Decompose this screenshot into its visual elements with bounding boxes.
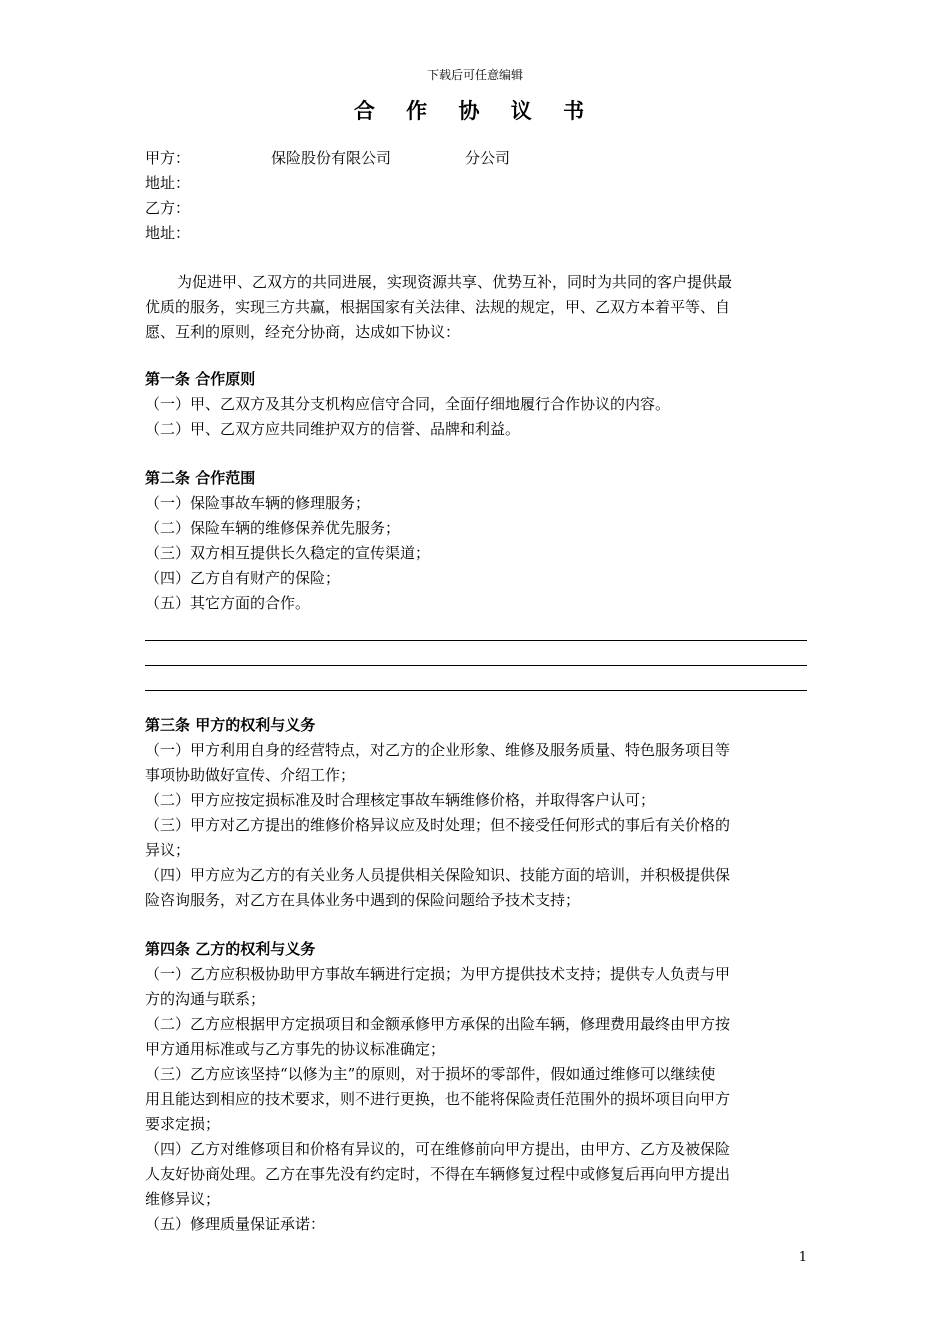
party-a-label: 甲方： (145, 149, 191, 167)
article-2-item: （一）保险事故车辆的修理服务； (145, 494, 371, 512)
article-2-item: （二）保险车辆的维修保养优先服务； (145, 519, 401, 537)
party-a-company: 保险股份有限公司 (271, 149, 392, 167)
article-4-heading: 第四条 乙方的权利与义务 (145, 940, 316, 958)
article-4-line: （五）修理质量保证承诺： (145, 1215, 326, 1233)
article-4-line: 甲方通用标准或与乙方事先的协议标准确定； (145, 1040, 446, 1058)
intro-paragraph (145, 270, 807, 345)
article-2-heading: 第二条 合作范围 (145, 469, 256, 487)
article-4-line: （二）乙方应根据甲方定损项目和金额承修甲方承保的出险车辆，修理费用最终由甲方按 (145, 1015, 731, 1033)
article-1-item: （一）甲、乙双方及其分支机构应信守合同，全面仔细地履行合作协议的内容。 (145, 395, 671, 413)
article-3-line: （二）甲方应按定损标准及时合理核定事故车辆维修价格，并取得客户认可； (145, 791, 656, 809)
article-3-line: 异议； (145, 841, 191, 859)
article-1-item: （二）甲、乙双方应共同维护双方的信誉、品牌和利益。 (145, 420, 521, 438)
article-4-line: （三）乙方应该坚持“以修为主”的原则，对于损坏的零部件，假如通过维修可以继续使 (145, 1065, 716, 1083)
article-3-line: （一）甲方利用自身的经营特点，对乙方的企业形象、维修及服务质量、特色服务项目等 (145, 741, 731, 759)
header-note: 下载后可任意编辑 (426, 68, 523, 82)
intro-line: 愿、互利的原则，经充分协商，达成如下协议： (145, 323, 461, 341)
party-a-branch: 分公司 (465, 149, 511, 167)
blank-rule-line (145, 641, 807, 666)
article-4-line: 用且能达到相应的技术要求，则不进行更换，也不能将保险责任范围外的损坏项目向甲方 (145, 1090, 731, 1108)
article-2-item: （五）其它方面的合作。 (145, 594, 311, 612)
party-a-line (145, 146, 807, 171)
party-a-address: 地址： (145, 174, 191, 192)
article-3-line: （四）甲方应为乙方的有关业务人员提供相关保险知识、技能方面的培训，并积极提供保 (145, 866, 731, 884)
article-2-item: （四）乙方自有财产的保险； (145, 569, 341, 587)
article-4-line: 方的沟通与联系； (145, 990, 266, 1008)
article-1-heading: 第一条 合作原则 (145, 370, 256, 388)
blank-rule-line (145, 616, 807, 641)
article-4-line: 人友好协商处理。乙方在事先没有约定时，不得在车辆修复过程中或修复后再向甲方提出 (145, 1165, 731, 1183)
document-title: 合 作 协 议 书 (353, 98, 597, 123)
page-number: 1 (798, 1250, 807, 1265)
article-3-line: 事项协助做好宣传、介绍工作； (145, 766, 356, 784)
document-body (145, 146, 807, 1237)
intro-line: 优质的服务，实现三方共赢，根据国家有关法律、法规的规定，甲、乙双方本着平等、自 (145, 298, 731, 316)
article-4-line: （一）乙方应积极协助甲方事故车辆进行定损；为甲方提供技术支持；提供专人负责与甲 (145, 965, 731, 983)
blank-rule-line (145, 666, 807, 691)
article-4-line: 维修异议； (145, 1190, 221, 1208)
party-b-line: 乙方： (145, 199, 191, 217)
intro-line: 为促进甲、乙双方的共同进展，实现资源共享、优势互补，同时为共同的客户提供最 (177, 273, 733, 291)
article-4-line: 要求定损； (145, 1115, 221, 1133)
article-3-line: 险咨询服务，对乙方在具体业务中遇到的保险问题给予技术支持； (145, 891, 581, 909)
party-b-address: 地址： (145, 224, 191, 242)
article-4-line: （四）乙方对维修项目和价格有异议的，可在维修前向甲方提出，由甲方、乙方及被保险 (145, 1140, 731, 1158)
article-2-item: （三）双方相互提供长久稳定的宣传渠道； (145, 544, 431, 562)
article-3-heading: 第三条 甲方的权利与义务 (145, 716, 316, 734)
article-3-line: （三）甲方对乙方提出的维修价格异议应及时处理；但不接受任何形式的事后有关价格的 (145, 816, 731, 834)
